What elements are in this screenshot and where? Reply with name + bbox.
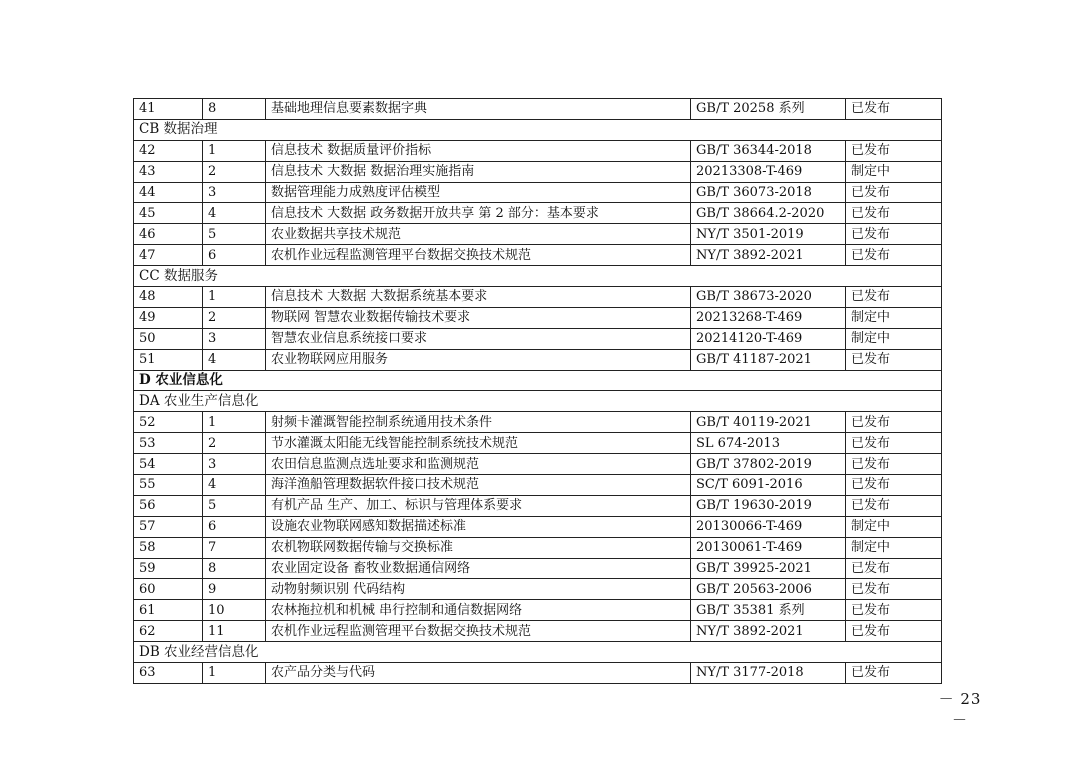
status-cell: 已发布 [846,140,942,161]
row-number-cell: 48 [134,287,203,308]
row-number-cell: 47 [134,245,203,266]
standard-name-cell: 有机产品 生产、加工、标识与管理体系要求 [266,495,691,516]
sub-number-cell: 8 [203,99,266,120]
standard-name-cell: 农机作业远程监测管理平台数据交换技术规范 [266,621,691,642]
standard-code-cell: 20130066-T-469 [691,516,846,537]
table-row [134,495,942,516]
standard-name-cell: 数据管理能力成熟度评估模型 [266,182,691,203]
table-row [134,140,942,161]
standard-name-cell: 信息技术 大数据 大数据系统基本要求 [266,287,691,308]
standard-name-cell: 智慧农业信息系统接口要求 [266,328,691,349]
sub-number-cell: 5 [203,224,266,245]
sub-number-cell: 2 [203,307,266,328]
sub-number-cell: 2 [203,433,266,454]
standard-code-cell: NY/T 3177-2018 [691,663,846,684]
status-cell: 已发布 [846,99,942,120]
standards-table [133,98,942,684]
section-label: DB 农业经营信息化 [134,642,942,663]
section-header-row [134,119,942,140]
standard-code-cell: SC/T 6091-2016 [691,475,846,496]
standard-code-cell: GB/T 38673-2020 [691,287,846,308]
standards-table-body [134,99,942,684]
standard-code-cell: GB/T 39925-2021 [691,558,846,579]
status-cell: 制定中 [846,328,942,349]
sub-number-cell: 3 [203,328,266,349]
standard-code-cell: GB/T 35381 系列 [691,600,846,621]
status-cell: 已发布 [846,433,942,454]
sub-number-cell: 2 [203,161,266,182]
standard-code-cell: GB/T 36344-2018 [691,140,846,161]
row-number-cell: 60 [134,579,203,600]
sub-number-cell: 1 [203,140,266,161]
status-cell: 已发布 [846,349,942,370]
row-number-cell: 54 [134,454,203,475]
standard-code-cell: NY/T 3501-2019 [691,224,846,245]
table-row [134,328,942,349]
status-cell: 已发布 [846,182,942,203]
standard-name-cell: 农产品分类与代码 [266,663,691,684]
standard-name-cell: 农田信息监测点选址要求和监测规范 [266,454,691,475]
standard-code-cell: 20213268-T-469 [691,307,846,328]
status-cell: 已发布 [846,224,942,245]
table-row [134,412,942,433]
table-row [134,287,942,308]
status-cell: 已发布 [846,579,942,600]
standard-name-cell: 农业数据共享技术规范 [266,224,691,245]
standard-code-cell: GB/T 19630-2019 [691,495,846,516]
table-row [134,558,942,579]
status-cell: 制定中 [846,307,942,328]
sub-number-cell: 1 [203,412,266,433]
row-number-cell: 63 [134,663,203,684]
sub-number-cell: 5 [203,495,266,516]
table-row [134,245,942,266]
table-row [134,203,942,224]
standard-name-cell: 农业固定设备 畜牧业数据通信网络 [266,558,691,579]
table-row [134,579,942,600]
standard-code-cell: NY/T 3892-2021 [691,621,846,642]
table-row [134,224,942,245]
section-label: CC 数据服务 [134,266,942,287]
page-number: － 23 － [938,690,982,729]
standard-name-cell: 射频卡灌溉智能控制系统通用技术条件 [266,412,691,433]
row-number-cell: 42 [134,140,203,161]
status-cell: 已发布 [846,454,942,475]
row-number-cell: 57 [134,516,203,537]
sub-number-cell: 6 [203,245,266,266]
standard-name-cell: 农业物联网应用服务 [266,349,691,370]
row-number-cell: 55 [134,475,203,496]
row-number-cell: 53 [134,433,203,454]
standard-code-cell: 20130061-T-469 [691,537,846,558]
status-cell: 已发布 [846,245,942,266]
standard-name-cell: 节水灌溉太阳能无线智能控制系统技术规范 [266,433,691,454]
section-header-row [134,370,942,391]
status-cell: 已发布 [846,621,942,642]
section-label: CB 数据治理 [134,119,942,140]
sub-number-cell: 8 [203,558,266,579]
status-cell: 制定中 [846,516,942,537]
table-row [134,475,942,496]
sub-number-cell: 4 [203,475,266,496]
standard-name-cell: 农林拖拉机和机械 串行控制和通信数据网络 [266,600,691,621]
section-header-row [134,391,942,412]
standard-name-cell: 信息技术 数据质量评价指标 [266,140,691,161]
table-row [134,433,942,454]
status-cell: 已发布 [846,203,942,224]
standard-code-cell: GB/T 40119-2021 [691,412,846,433]
sub-number-cell: 3 [203,454,266,475]
standard-code-cell: GB/T 20563-2006 [691,579,846,600]
table-row [134,349,942,370]
standard-code-cell: 20213308-T-469 [691,161,846,182]
status-cell: 已发布 [846,558,942,579]
section-label: DA 农业生产信息化 [134,391,942,412]
sub-number-cell: 1 [203,663,266,684]
standard-code-cell: GB/T 38664.2-2020 [691,203,846,224]
standard-code-cell: SL 674-2013 [691,433,846,454]
section-header-row [134,642,942,663]
status-cell: 已发布 [846,412,942,433]
table-row [134,182,942,203]
table-row [134,161,942,182]
status-cell: 已发布 [846,287,942,308]
status-cell: 制定中 [846,161,942,182]
table-row [134,307,942,328]
standard-name-cell: 基础地理信息要素数据字典 [266,99,691,120]
sub-number-cell: 11 [203,621,266,642]
row-number-cell: 56 [134,495,203,516]
table-row [134,663,942,684]
sub-number-cell: 7 [203,537,266,558]
status-cell: 已发布 [846,663,942,684]
table-row [134,99,942,120]
standard-code-cell: GB/T 37802-2019 [691,454,846,475]
row-number-cell: 50 [134,328,203,349]
standard-name-cell: 信息技术 大数据 政务数据开放共享 第 2 部分：基本要求 [266,203,691,224]
row-number-cell: 49 [134,307,203,328]
sub-number-cell: 6 [203,516,266,537]
standard-name-cell: 海洋渔船管理数据软件接口技术规范 [266,475,691,496]
table-row [134,516,942,537]
table-row [134,537,942,558]
standard-name-cell: 设施农业物联网感知数据描述标准 [266,516,691,537]
sub-number-cell: 1 [203,287,266,308]
status-cell: 已发布 [846,475,942,496]
section-label: D 农业信息化 [134,370,942,391]
table-row [134,621,942,642]
row-number-cell: 41 [134,99,203,120]
status-cell: 已发布 [846,495,942,516]
status-cell: 已发布 [846,600,942,621]
row-number-cell: 44 [134,182,203,203]
row-number-cell: 43 [134,161,203,182]
standard-code-cell: GB/T 41187-2021 [691,349,846,370]
standard-code-cell: 20214120-T-469 [691,328,846,349]
sub-number-cell: 4 [203,349,266,370]
sub-number-cell: 3 [203,182,266,203]
row-number-cell: 61 [134,600,203,621]
status-cell: 制定中 [846,537,942,558]
standard-code-cell: NY/T 3892-2021 [691,245,846,266]
row-number-cell: 58 [134,537,203,558]
standard-name-cell: 信息技术 大数据 数据治理实施指南 [266,161,691,182]
row-number-cell: 51 [134,349,203,370]
sub-number-cell: 9 [203,579,266,600]
sub-number-cell: 4 [203,203,266,224]
standard-name-cell: 物联网 智慧农业数据传输技术要求 [266,307,691,328]
table-row [134,600,942,621]
row-number-cell: 46 [134,224,203,245]
standard-code-cell: GB/T 20258 系列 [691,99,846,120]
row-number-cell: 45 [134,203,203,224]
section-header-row [134,266,942,287]
row-number-cell: 52 [134,412,203,433]
row-number-cell: 59 [134,558,203,579]
table-row [134,454,942,475]
standard-name-cell: 农机物联网数据传输与交换标准 [266,537,691,558]
sub-number-cell: 10 [203,600,266,621]
standard-name-cell: 动物射频识别 代码结构 [266,579,691,600]
row-number-cell: 62 [134,621,203,642]
standard-name-cell: 农机作业远程监测管理平台数据交换技术规范 [266,245,691,266]
standard-code-cell: GB/T 36073-2018 [691,182,846,203]
